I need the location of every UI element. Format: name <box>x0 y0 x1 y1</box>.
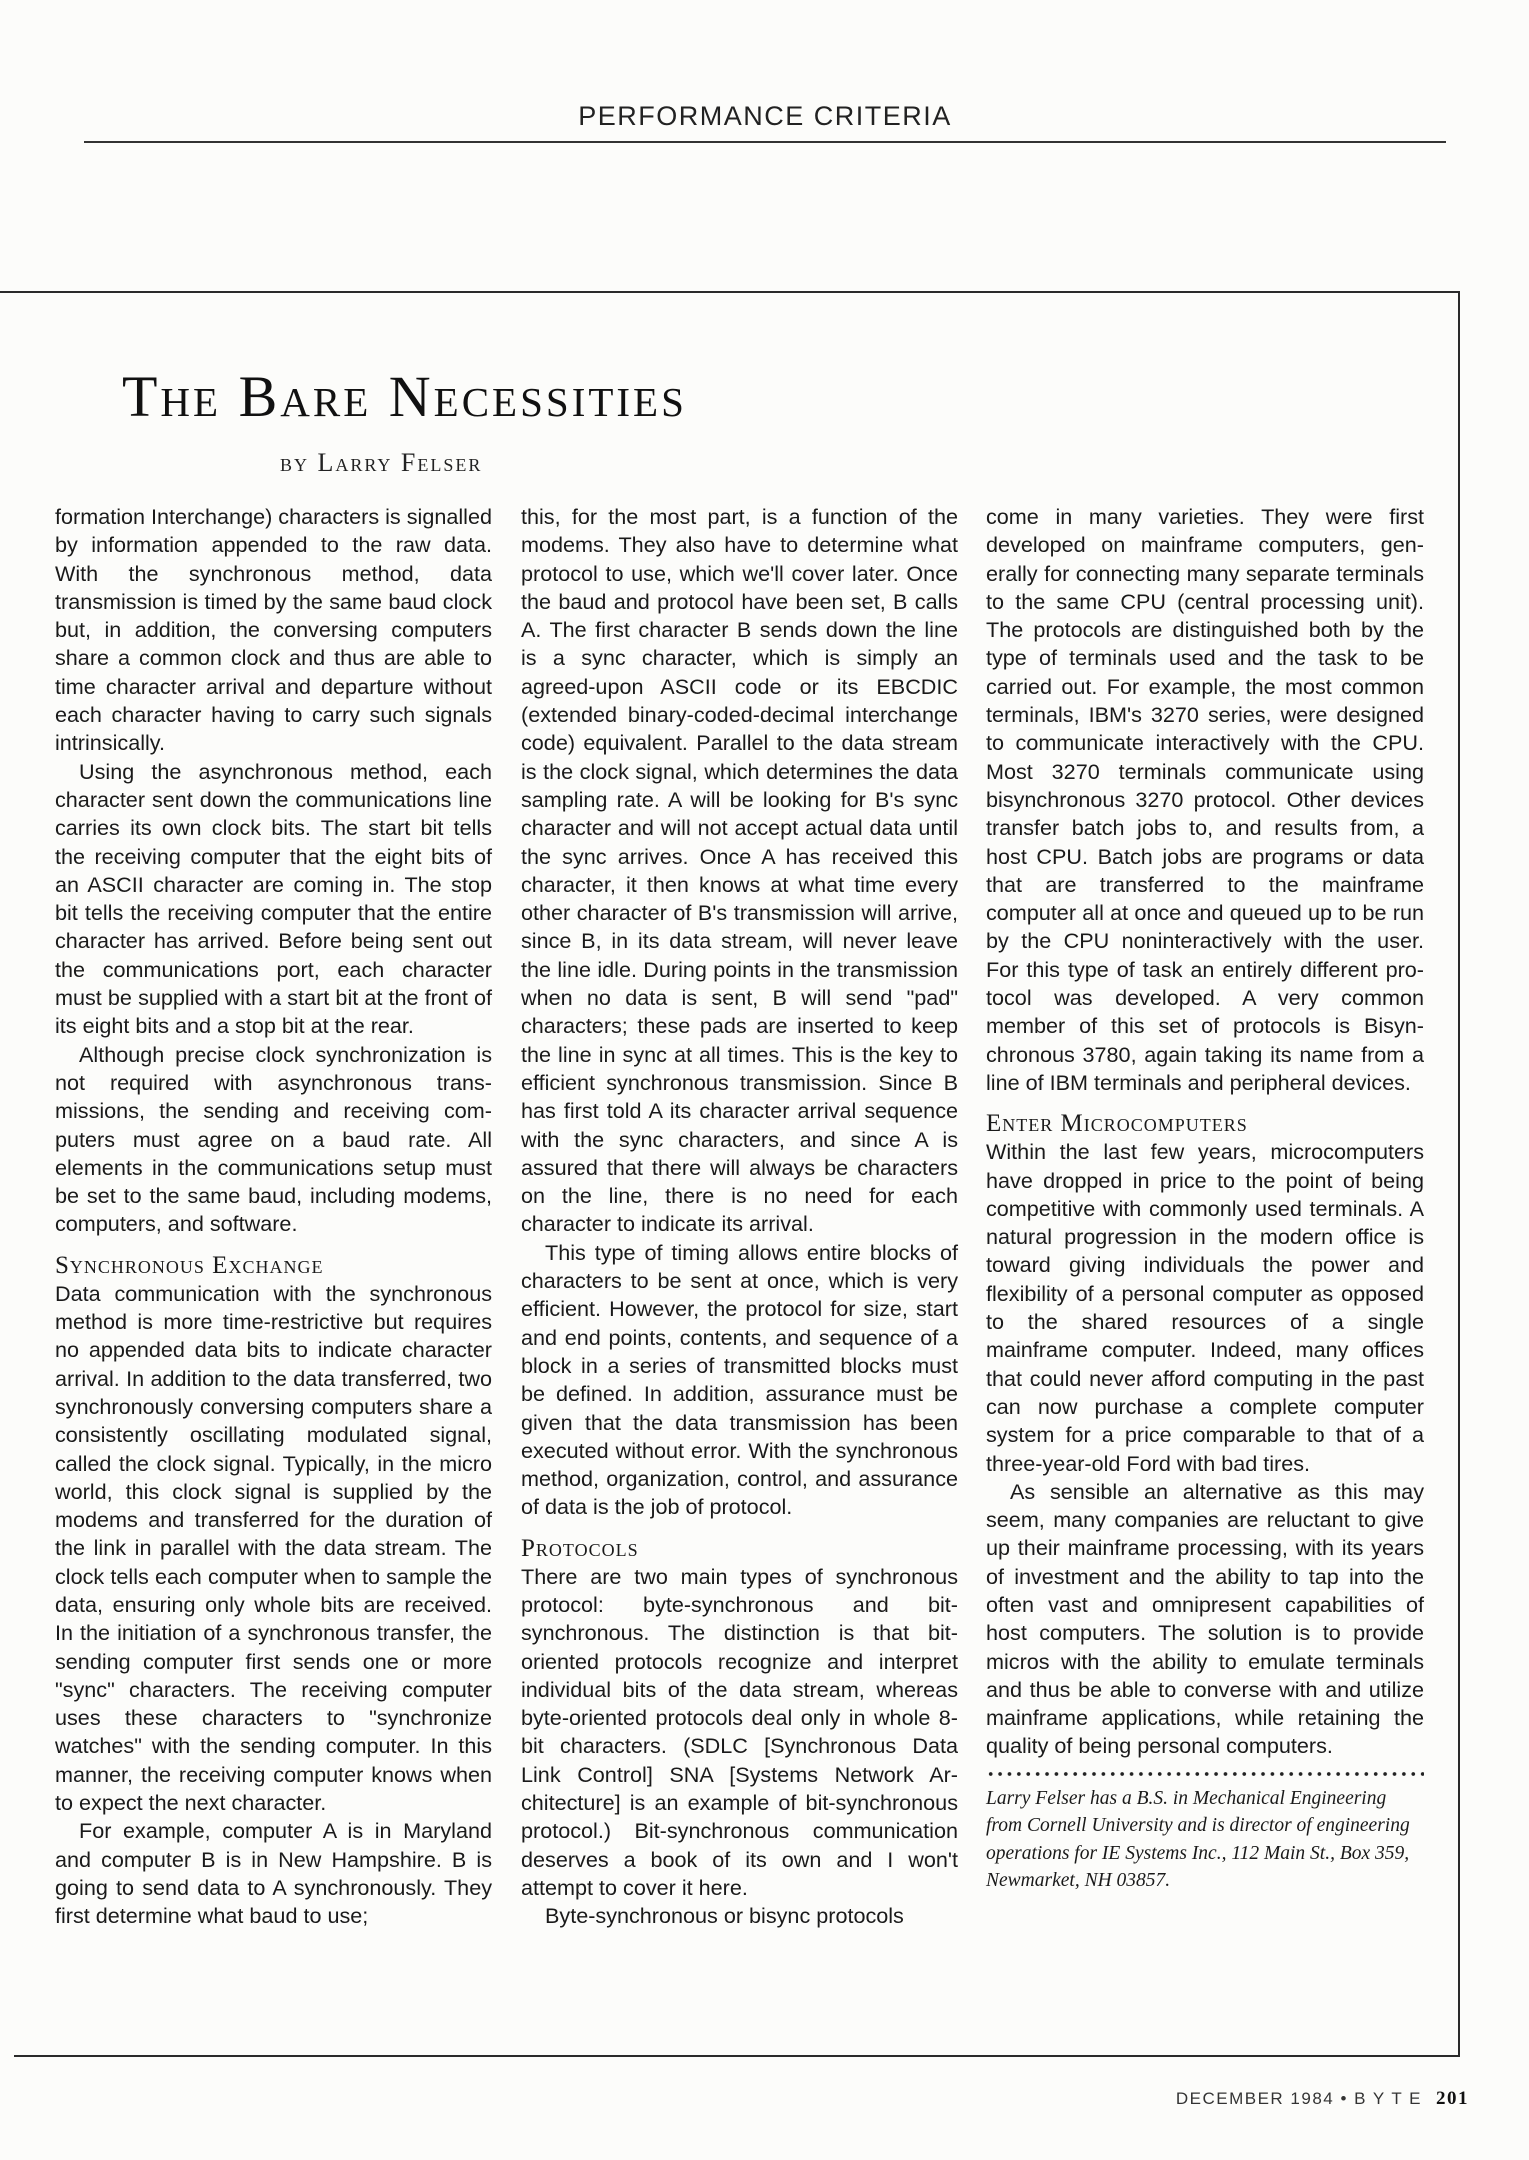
paragraph: Although precise clock synchronization is not required with asynchronous transmissions, the sending and receiving computers must agree on a baud rate. All elements in the communications setup must be set to the same baud, including modems, computers, and software. <box>55 1041 492 1237</box>
paragraph: formation Interchange) characters is signalled by information appended to the raw data. With the synchronous method, data transmission is timed by the same baud clock but, in addition, the conversing computers share a common clock and thus are able to time character arrival and departure without each character having to carry such signals intrinsically. <box>55 504 492 756</box>
text-column-2 <box>521 503 958 1931</box>
paragraph: This type of timing allows entire blocks of characters to be sent at once, which is very efficient. However, the protocol for size, start and end points, contents, and sequence of a block in a series of transmitted blocks must be defined. In addition, assurance must be given that the data transmission has been executed without error. With the synchronous method, organization, control, and assurance of data is the job of protocol. <box>521 1239 958 1520</box>
issue-label: DECEMBER 1984 • B Y T E <box>1175 2089 1422 2108</box>
paragraph: For example, computer A is in Maryland and computer B is in New Hampshire. B is going to send data to A synchronously. They first determine what baud to use; <box>55 1818 492 1929</box>
paragraph: this, for the most part, is a function of the modems. They also have to determine what protocol to use, which we'll cover later. Once the baud and protocol have been set, B calls A. The first character B sends down the line is a sync character, which is simply an agreed-upon ASCII code or its EBCDIC (extended binary-coded-decimal interchange code) equivalent. Parallel to the data stream is the clock signal, which determines the data sampling rate. A will be looking for B's sync character and will not accept actual data until the sync arrives. Once A has received this character, it then knows at what time every other character of B's transmission will arrive, since B, in its data stream, will never leave the line idle. During points in the transmission when no data is sent, B will send "pad" characters; these pads are inserted to keep the line in sync at all times. This is the key to efficient synchronous transmission. Since B has first told A its character arrival sequence with the sync characters, and since A is assured that there will always be characters on the line, there is no need for each character to indicate its arrival. <box>521 504 958 1237</box>
paragraph: Using the asynchronous method, each character sent down the communications line carries its own clock bits. The start bit tells the receiving computer that the eight bits of an ASCII character are coming in. The stop bit tells the receiving computer that the entire character has arrived. Before being sent out the communications port, each character must be supplied with a start bit at the front of its eight bits and a stop bit at the rear. <box>55 758 492 1039</box>
section-heading: Synchronous Exchange <box>55 1251 324 1279</box>
text-column-3 <box>986 503 1424 1895</box>
paragraph: Within the last few years, microcomputers have dropped in price to the point of being competitive with commonly used terminals. A natural progression in the modern office is toward giving individuals the power and flexibility of a personal computer as opposed to the shared resources of a single mainframe computer. Indeed, many offices that could never afford computing in the past can now purchase a complete computer system for a price comparable to that of a three-year-old Ford with bad tires. <box>986 1139 1424 1476</box>
text-column-3-body <box>986 503 1424 1761</box>
article-byline: by Larry Felser <box>280 448 483 477</box>
paragraph: Byte-synchronous or bisync protocols <box>545 1903 904 1929</box>
paragraph: There are two main types of synchronous protocol: byte-synchronous and bit-synchronous. The distinction is that bit-oriented protocols recognize and interpret individual bits of the data stream, whereas byte-oriented protocols deal only in whole 8-bit characters. (SDLC [Synchronous Data Link Control] SNA [Systems Network Architecture] is an example of bit-synchronous protocol.) Bit-synchronous communication deserves a book of its own and I won't attempt to cover it here. <box>521 1563 958 1900</box>
section-heading: Protocols <box>521 1534 639 1562</box>
text-column-1 <box>55 503 492 1931</box>
article-frame-top-rule <box>0 291 1460 293</box>
page-footer <box>1176 2088 1469 2110</box>
article-frame-bottom-rule <box>14 2055 1460 2057</box>
article-frame-right-rule <box>1458 291 1460 2056</box>
page-number: 201 <box>1436 2088 1469 2109</box>
paragraph: As sensible an alternative as this may seem, many companies are reluctant to give up their mainframe processing, with its years of investment and the ability to tap into the often vast and omnipresent capabilities of host computers. The solution is to provide micros with the ability to emulate terminals and thus be able to converse with and utilize mainframe applications, while retaining the quality of being personal computers. <box>986 1478 1424 1759</box>
section-title: PERFORMANCE CRITERIA <box>578 101 952 131</box>
paragraph: come in many varieties. They were first developed on mainframe computers, generally for connecting many separate terminals to the same CPU (central processing unit). The protocols are distinguished both by the type of terminals used and the task to be carried out. For example, the most common terminals, IBM's 3270 series, were designed to communicate interactively with the CPU. Most 3270 terminals communicate using bisynchronous 3270 protocol. Other devices transfer batch jobs to, and results from, a host CPU. Batch jobs are programs or data that are transferred to the mainframe computer all at once and queued up to be run by the CPU noninteractively with the user. For this type of task an entirely different protocol was developed. A very common member of this set of protocols is Bisynchronous 3780, again taking its name from a line of IBM terminals and peripheral devices. <box>986 504 1424 1095</box>
running-header <box>84 95 1446 143</box>
author-bio: Larry Felser has a B.S. in Mechanical Engineering from Cornell University and is director of engineering operations for IE Systems Inc., 112 Main St., Box 359, Newmarket, NH 03857. <box>986 1787 1410 1892</box>
dotted-separator <box>986 1771 1424 1777</box>
section-heading: Enter Microcomputers <box>986 1110 1248 1138</box>
paragraph: Data communication with the synchronous method is more time-restrictive but requires no appended data bits to indicate character arrival. In addition to the data transferred, two synchronously conversing computers share a consistently oscillating modulated signal, called the clock signal. Typically, in the micro world, this clock signal is supplied by the modems and transferred for the duration of the link in parallel with the data stream. The clock tells each computer when to sample the data, ensuring only whole bits are received. In the initiation of a synchronous transfer, the sending computer first sends one or more "sync" characters. The receiving computer uses these characters to "synchronize watches" with the sending computer. In this manner, the receiving computer knows when to expect the next character. <box>55 1280 492 1816</box>
article-title: The Bare Necessities <box>122 364 687 429</box>
